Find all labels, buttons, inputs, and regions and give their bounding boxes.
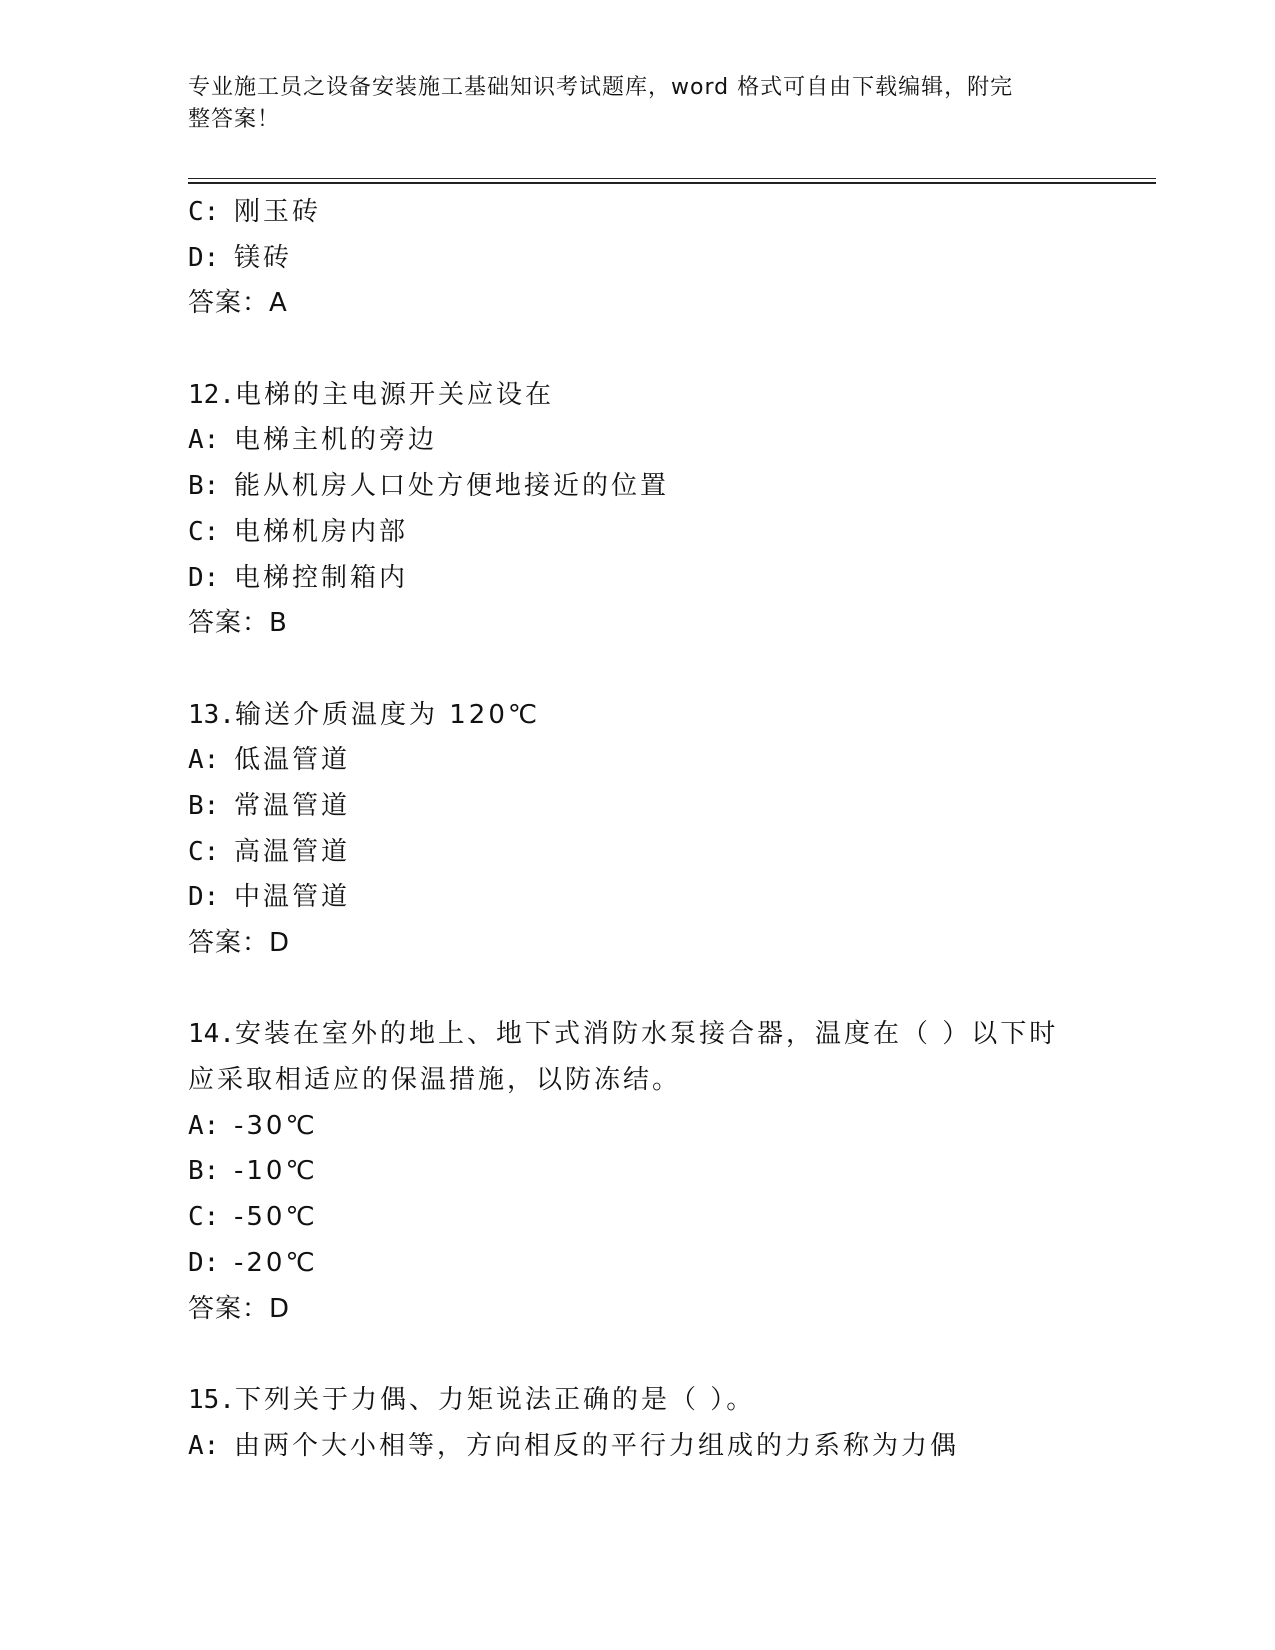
spacer xyxy=(188,1332,1088,1378)
question-11-continued xyxy=(188,190,1088,327)
option-d xyxy=(188,875,1088,921)
document-header xyxy=(188,72,1088,136)
option-d xyxy=(188,236,1088,282)
option-key: A: xyxy=(188,1430,220,1461)
option-key: A: xyxy=(188,1110,220,1141)
question-text: 电梯的主电源开关应设在 xyxy=(234,379,554,410)
option-d xyxy=(188,1241,1088,1287)
question-text: 安装在室外的地上、地下式消防水泵接合器，温度在（ ）以下时 xyxy=(234,1019,1059,1050)
question-text: 输送介质温度为 120℃ xyxy=(234,699,541,730)
option-text: -30℃ xyxy=(234,1110,318,1141)
question-number: 13. xyxy=(188,699,235,730)
option-b xyxy=(188,784,1088,830)
header-line-1: 专业施工员之设备安装施工基础知识考试题库，word 格式可自由下载编辑，附完 xyxy=(188,75,1014,100)
option-a xyxy=(188,418,1088,464)
answer-line: 答案：D xyxy=(188,928,291,958)
option-text: 由两个大小相等，方向相反的平行力组成的力系称为力偶 xyxy=(234,1430,960,1461)
option-text: 低温管道 xyxy=(234,745,351,776)
option-key: C: xyxy=(188,836,220,867)
question-stem xyxy=(188,1378,1088,1424)
option-key: D: xyxy=(188,882,220,913)
header-divider-thick xyxy=(188,182,1156,184)
option-text: 中温管道 xyxy=(234,882,351,913)
answer-line: 答案：D xyxy=(188,1293,291,1324)
option-key: B: xyxy=(188,790,220,821)
option-c xyxy=(188,1195,1088,1241)
question-number: 12. xyxy=(188,379,235,410)
option-key: B: xyxy=(188,471,220,502)
question-text: 下列关于力偶、力矩说法正确的是（ ）。 xyxy=(234,1384,756,1415)
spacer xyxy=(188,327,1088,373)
option-text: 高温管道 xyxy=(234,836,351,867)
option-text: 刚玉砖 xyxy=(234,197,322,227)
question-stem xyxy=(188,373,1088,419)
option-text: 电梯控制箱内 xyxy=(234,562,409,593)
option-text: 电梯机房内部 xyxy=(234,516,409,547)
option-a xyxy=(188,1104,1088,1150)
option-key: D: xyxy=(188,562,220,593)
question-stem-continued: 应采取相适应的保温措施，以防冻结。 xyxy=(188,1065,682,1096)
question-stem xyxy=(188,693,1088,739)
question-12 xyxy=(188,373,1088,647)
option-key: C: xyxy=(188,1202,220,1233)
question-number: 15. xyxy=(188,1384,235,1415)
option-c xyxy=(188,830,1088,876)
answer-line: 答案：A xyxy=(188,288,288,319)
spacer xyxy=(188,967,1088,1013)
option-key: C: xyxy=(188,197,220,227)
answer-line: 答案：B xyxy=(188,608,288,639)
header-divider-thin xyxy=(188,178,1156,179)
option-key: A: xyxy=(188,745,220,776)
option-d xyxy=(188,556,1088,602)
option-text: -20℃ xyxy=(234,1247,318,1278)
option-a xyxy=(188,1424,1088,1470)
option-c xyxy=(188,190,1088,236)
option-a xyxy=(188,738,1088,784)
option-b xyxy=(188,464,1088,510)
question-number: 14. xyxy=(188,1019,235,1050)
option-b xyxy=(188,1149,1088,1195)
option-text: 常温管道 xyxy=(234,790,351,821)
option-text: 能从机房人口处方便地接近的位置 xyxy=(234,471,670,502)
header-line-2: 整答案！ xyxy=(188,107,281,132)
option-key: A: xyxy=(188,425,220,456)
question-14 xyxy=(188,1012,1088,1332)
option-key: D: xyxy=(188,242,220,273)
option-text: -10℃ xyxy=(234,1156,318,1187)
option-key: D: xyxy=(188,1247,220,1278)
option-text: 镁砖 xyxy=(234,242,293,273)
option-key: C: xyxy=(188,516,220,547)
question-content xyxy=(188,190,1088,1469)
question-13 xyxy=(188,693,1088,967)
option-text: -50℃ xyxy=(234,1202,318,1233)
question-15 xyxy=(188,1378,1088,1469)
option-c xyxy=(188,510,1088,556)
question-stem xyxy=(188,1012,1088,1058)
option-text: 电梯主机的旁边 xyxy=(234,425,438,456)
spacer xyxy=(188,647,1088,693)
option-key: B: xyxy=(188,1156,220,1187)
